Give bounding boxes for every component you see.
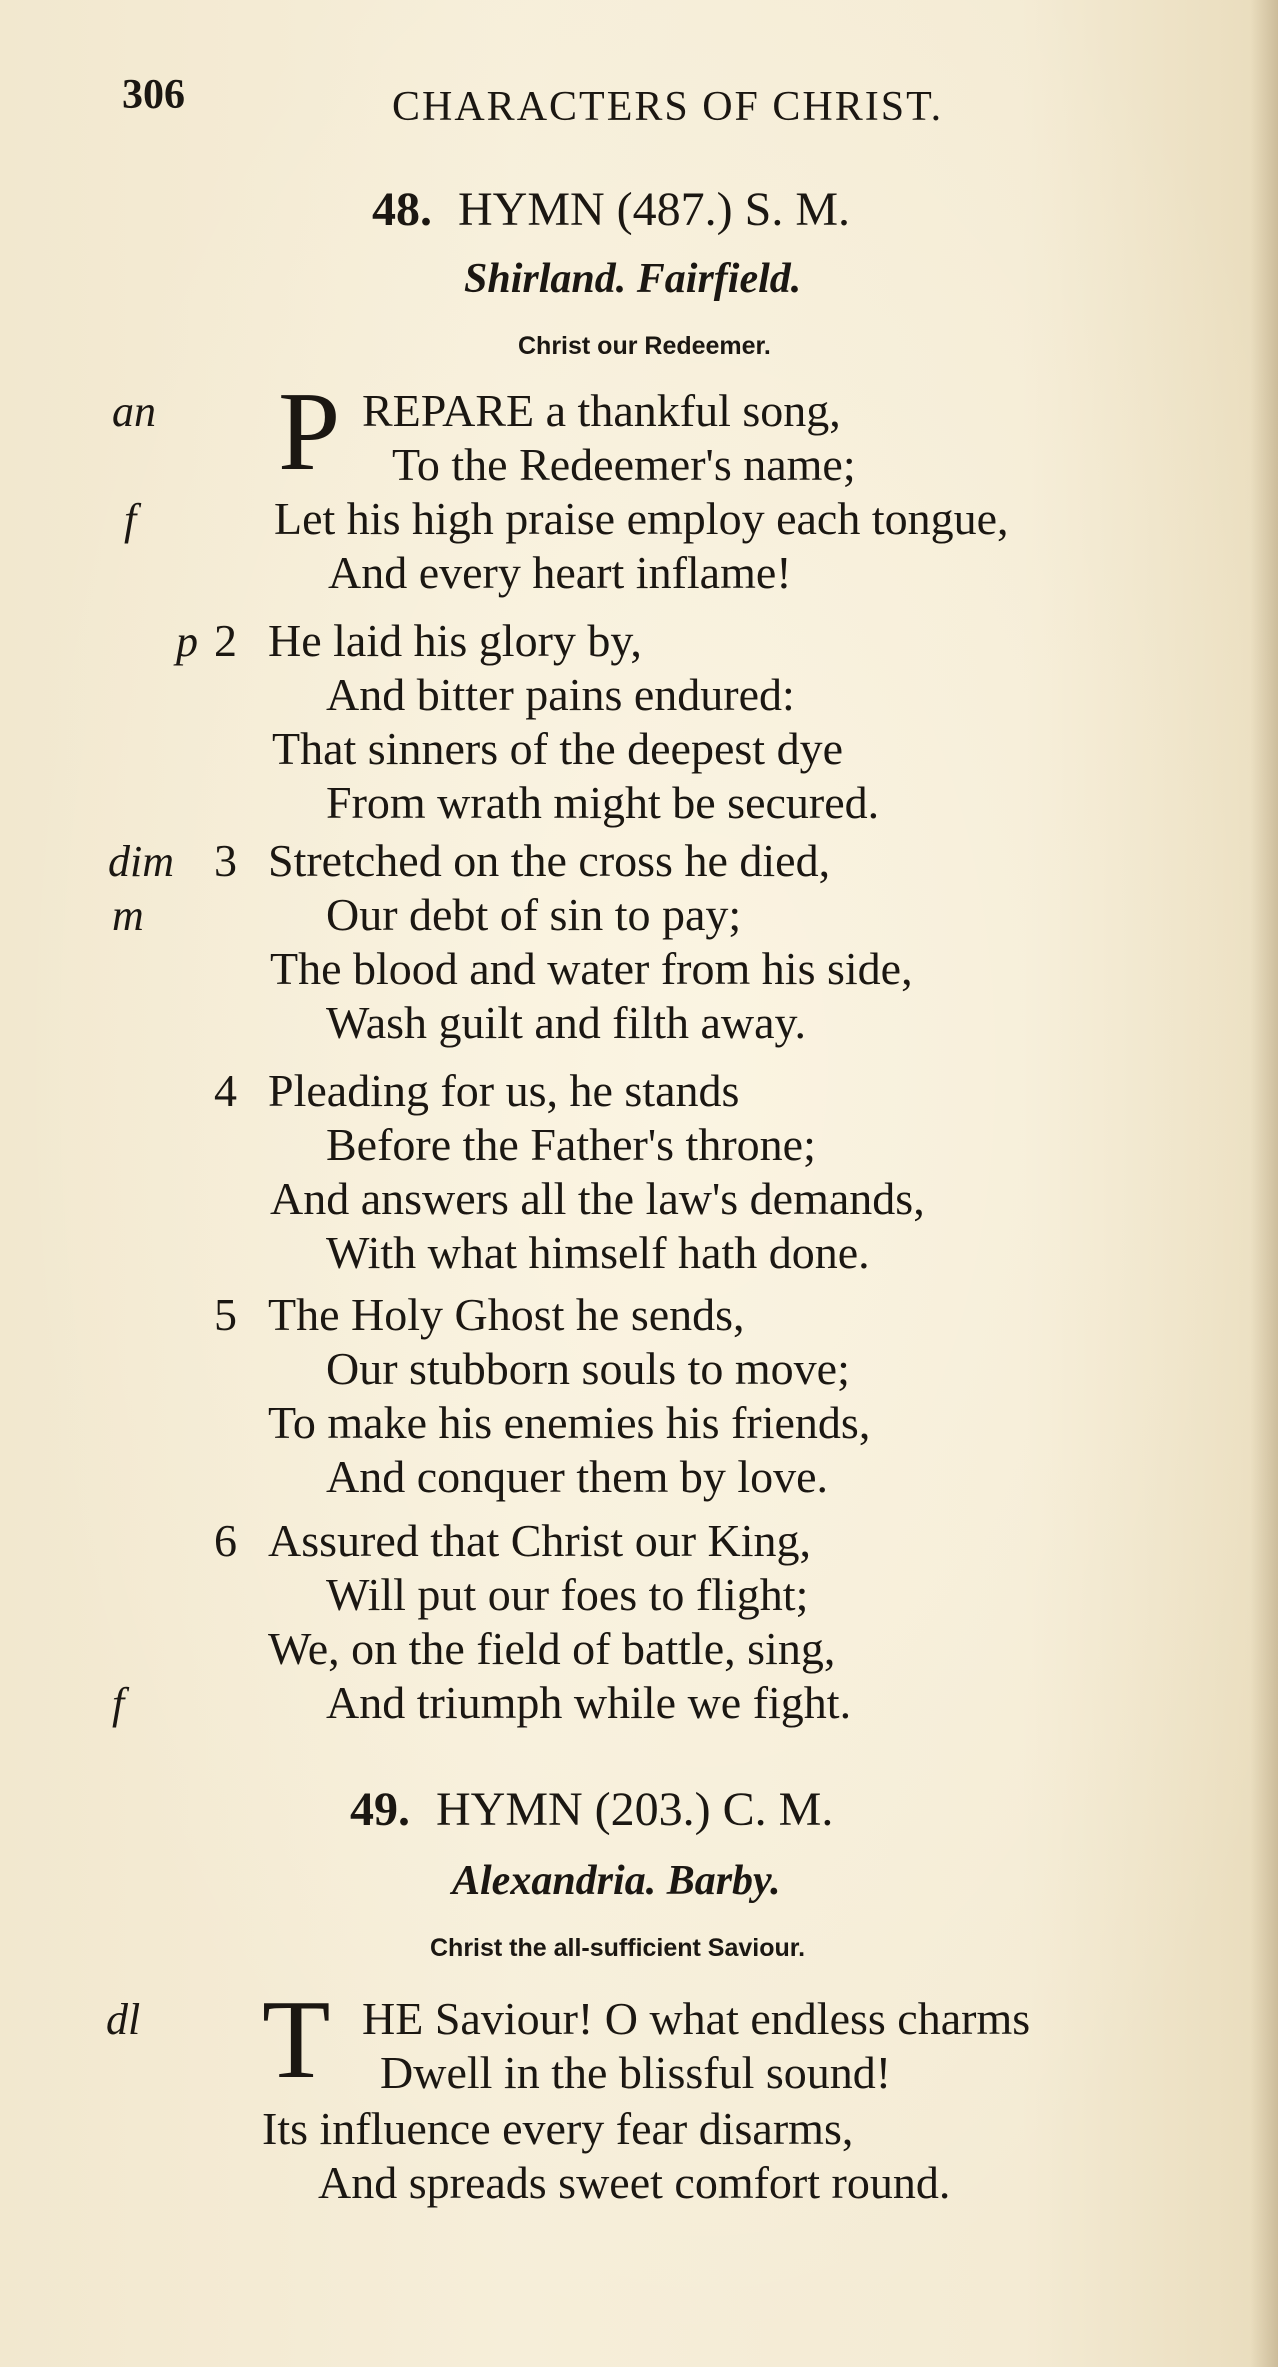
verse-line: HE Saviour! O what endless charms <box>362 1993 1031 2044</box>
verse-line: Our stubborn souls to move; <box>326 1343 850 1394</box>
dynamic-mark: dl <box>106 1995 141 2044</box>
hymn-49-subject: Christ the all-sufficient Saviour. <box>430 1934 806 1962</box>
dynamic-mark: f <box>124 495 137 544</box>
hymn-48-heading <box>372 183 851 236</box>
verse-line: And every heart inflame! <box>328 547 792 598</box>
verse-line: Wash guilt and filth away. <box>326 997 807 1048</box>
hymn-48-title: HYMN (487.) S. M. <box>458 183 851 236</box>
verse-line: Its influence every fear disarms, <box>262 2103 854 2154</box>
verse-line: And spreads sweet comfort round. <box>318 2157 951 2208</box>
verse-line: The Holy Ghost he sends, <box>268 1289 745 1340</box>
verse-line: Our debt of sin to pay; <box>326 889 742 940</box>
verse-line: Let his high praise employ each tongue, <box>274 493 1009 544</box>
stanza-number: 3 <box>214 835 237 886</box>
verse-line: Pleading for us, he stands <box>268 1065 740 1116</box>
running-title: CHARACTERS OF CHRIST. <box>392 84 944 130</box>
verse-line: Dwell in the blissful sound! <box>380 2047 892 2098</box>
verse-line: From wrath might be secured. <box>326 777 880 828</box>
page-edge-shadow <box>1250 0 1278 2367</box>
hymn-49-title: HYMN (203.) C. M. <box>436 1783 834 1836</box>
verse-line: Assured that Christ our King, <box>268 1515 812 1566</box>
stanza-number: 2 <box>214 615 237 666</box>
dynamic-mark: f <box>112 1679 125 1728</box>
verse-line: And triumph while we fight. <box>326 1677 852 1728</box>
verse-line: With what himself hath done. <box>326 1227 870 1278</box>
drop-cap: P <box>278 370 341 494</box>
verse-line: He laid his glory by, <box>268 615 642 666</box>
hymn-48-subject: Christ our Redeemer. <box>518 332 771 360</box>
verse-line: We, on the field of battle, sing, <box>268 1623 836 1674</box>
dynamic-mark: dim <box>108 837 174 886</box>
verse-line: To the Redeemer's name; <box>392 439 856 490</box>
verse-line: Stretched on the cross he died, <box>268 835 831 886</box>
hymn-49-number: 49. <box>350 1783 410 1836</box>
hymn-49-heading <box>350 1783 834 1836</box>
dynamic-mark: p <box>176 617 198 666</box>
verse-line: Will put our foes to flight; <box>326 1569 809 1620</box>
verse-line: That sinners of the deepest dye <box>272 723 843 774</box>
verse-line: REPARE a thankful song, <box>362 385 841 436</box>
stanza-number: 6 <box>214 1515 237 1566</box>
hymn-48-number: 48. <box>372 183 432 236</box>
verse-line: To make his enemies his friends, <box>268 1397 871 1448</box>
verse-line: And answers all the law's demands, <box>270 1173 925 1224</box>
page-number: 306 <box>122 72 185 118</box>
stanza-number: 5 <box>214 1289 237 1340</box>
verse-line: Before the Father's throne; <box>326 1119 816 1170</box>
stanza-number: 4 <box>214 1065 237 1116</box>
hymn-48-tunes: Shirland. Fairfield. <box>464 256 802 302</box>
dynamic-mark: m <box>112 891 144 940</box>
hymn-49-tunes: Alexandria. Barby. <box>452 1858 781 1904</box>
verse-line: And bitter pains endured: <box>326 669 795 720</box>
drop-cap: T <box>262 1978 331 2102</box>
verse-line: The blood and water from his side, <box>270 943 913 994</box>
verse-line: And conquer them by love. <box>326 1451 829 1502</box>
dynamic-mark: an <box>112 387 156 436</box>
